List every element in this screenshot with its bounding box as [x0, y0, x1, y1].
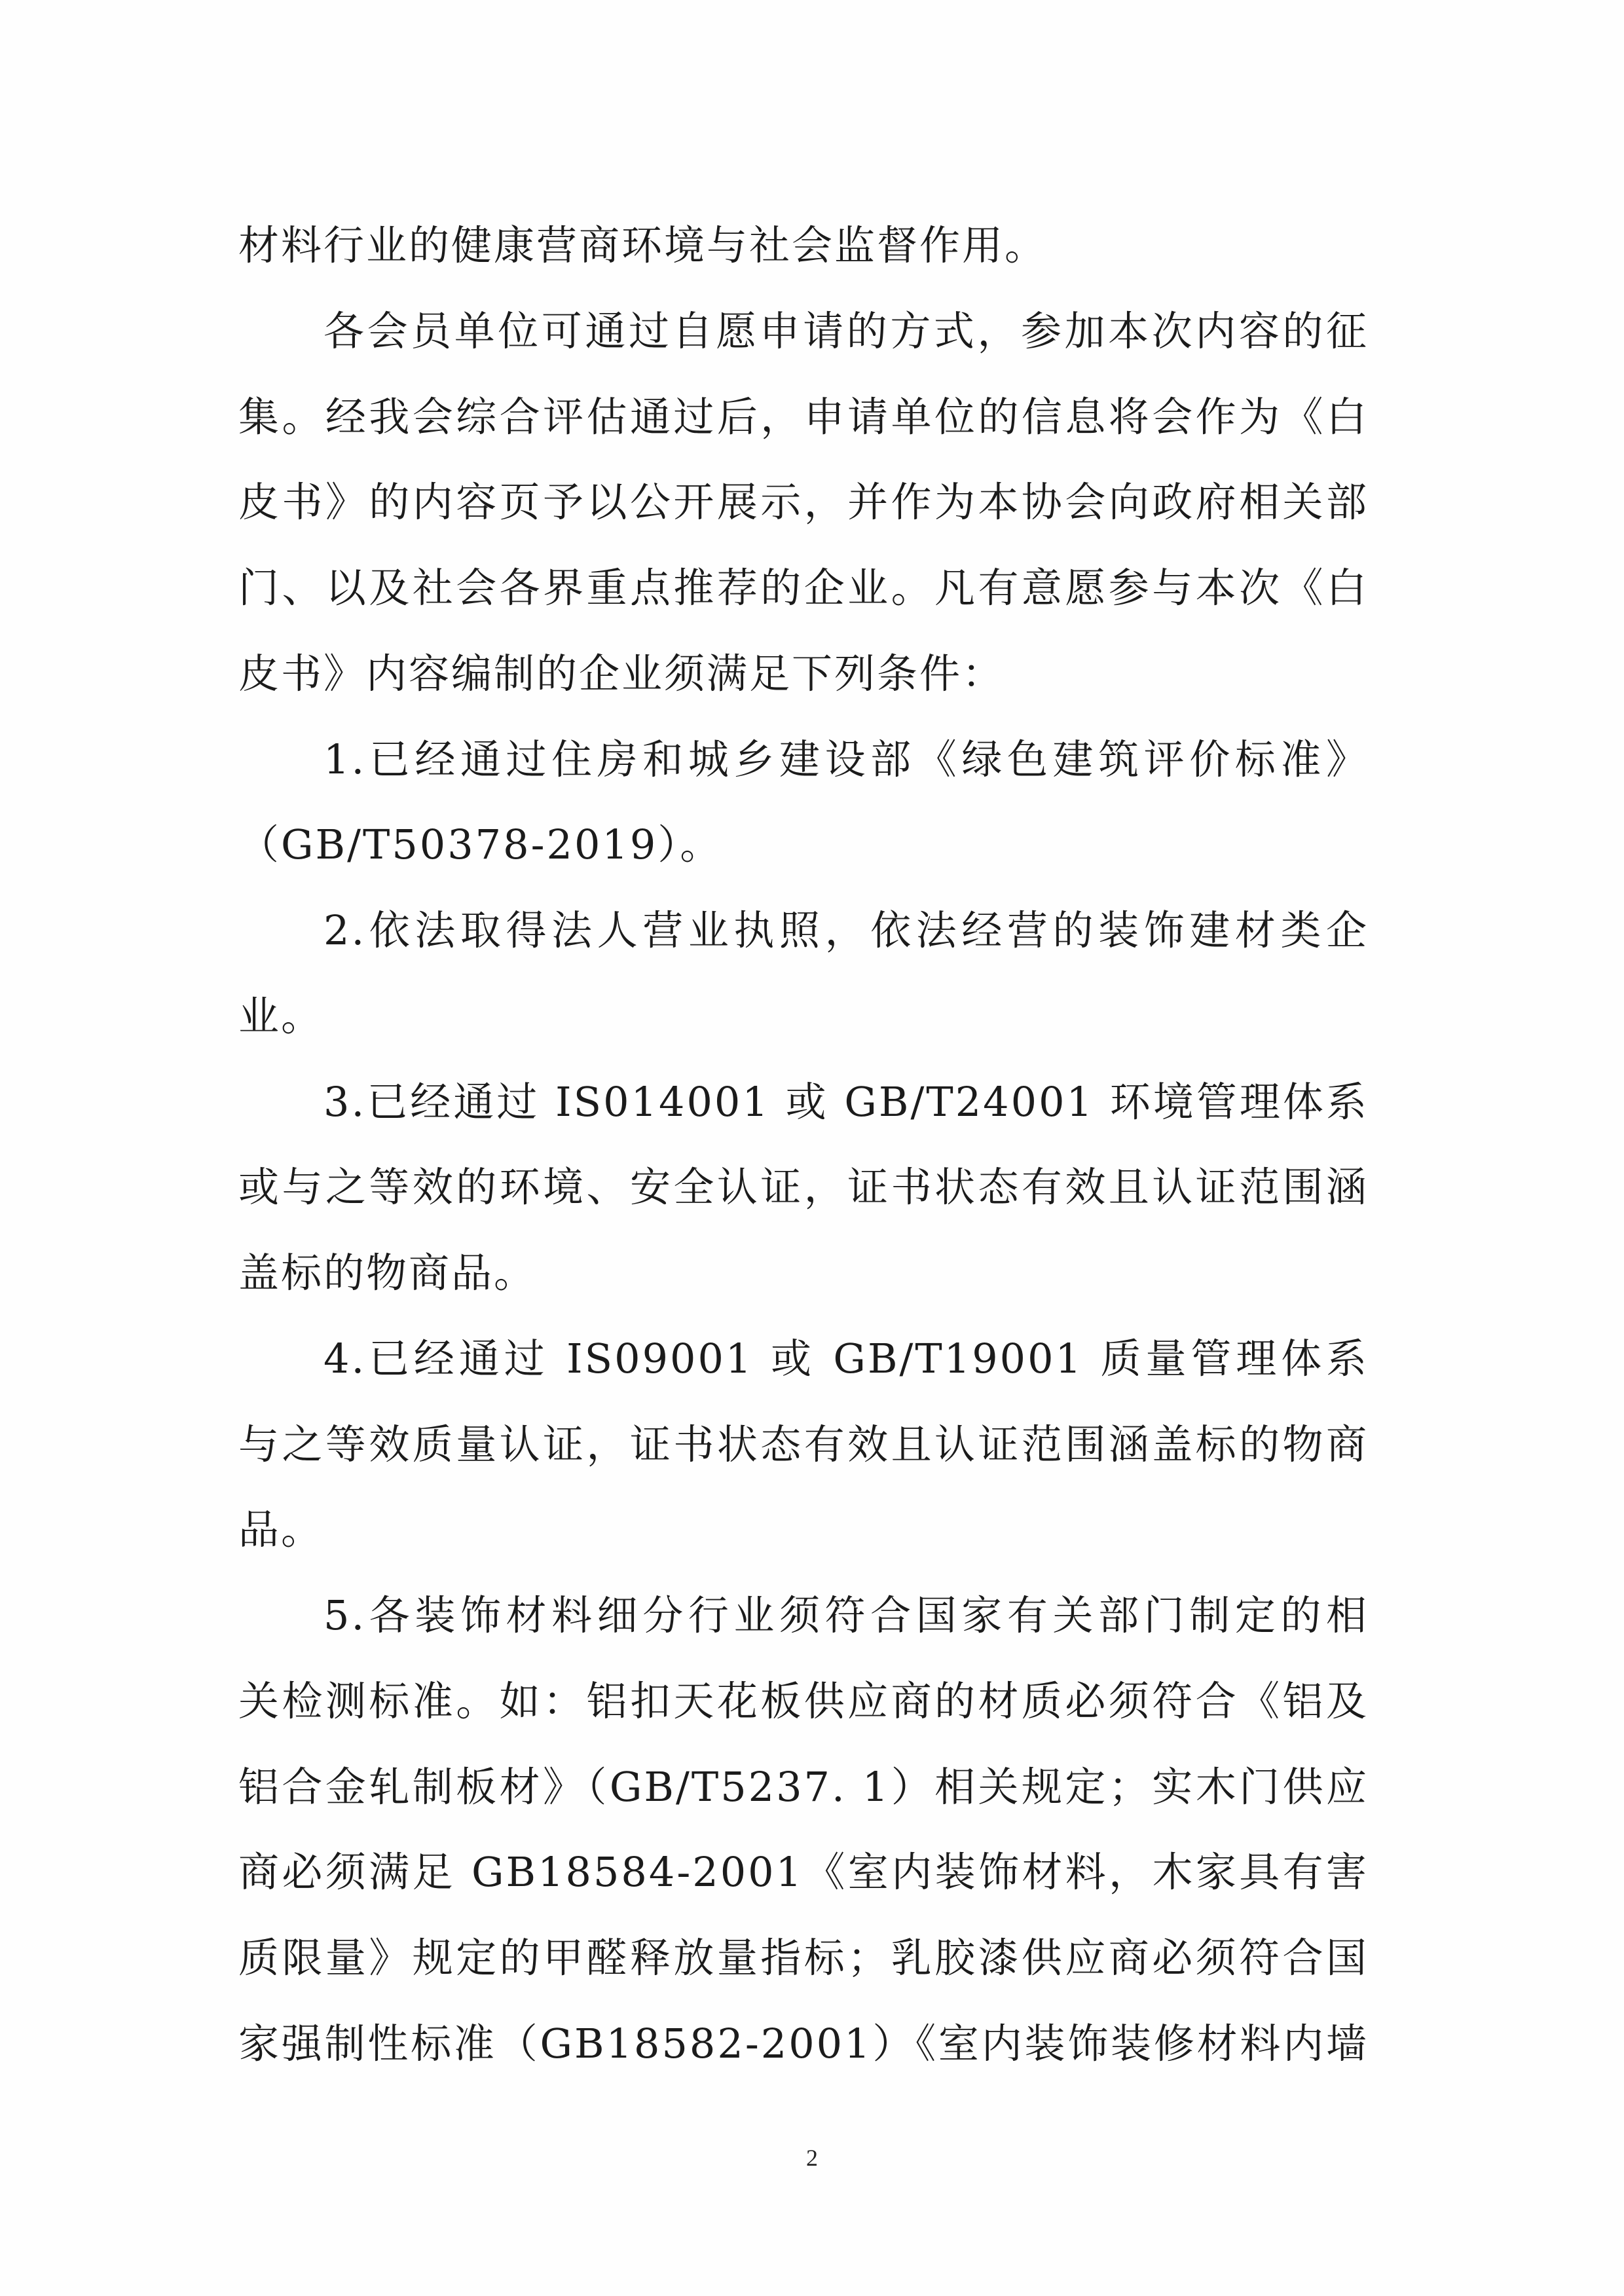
text-line: 业。: [238, 991, 324, 1040]
paragraph: [238, 717, 1369, 889]
text-line: 5.各装饰材料细分行业须符合国家有关部门制定的相: [323, 1591, 1369, 1639]
page-body: [238, 203, 1369, 2087]
text-line: 3.已经通过 IS014001 或 GB/T24001 环境管理体系: [323, 1077, 1369, 1126]
text-line: 皮书》内容编制的企业须满足下列条件：: [238, 649, 1005, 697]
page-number: 2: [806, 2145, 818, 2171]
text-line: 各会员单位可通过自愿申请的方式，参加本次内容的征: [323, 306, 1369, 355]
text-line: 或与之等效的环境、安全认证，证书状态有效且认证范围涵: [238, 1163, 1369, 1212]
text-line: 2.依法取得法人营业执照，依法经营的装饰建材类企: [323, 906, 1369, 954]
paragraph: [238, 289, 1369, 717]
text-line: 品。: [238, 1506, 324, 1554]
paragraph: [238, 1060, 1369, 1316]
text-line: 商必须满足 GB18584-2001《室内装饰材料，木家具有害: [238, 1848, 1369, 1897]
text-line: 1.已经通过住房和城乡建设部《绿色建筑评价标准》: [323, 735, 1369, 783]
text-line: 铝合金轧制板材》（GB/T5237. 1）相关规定；实木门供应: [238, 1762, 1369, 1811]
text-line: 4.已经通过 IS09001 或 GB/T19001 质量管理体系: [323, 1334, 1369, 1382]
text-line: 与之等效质量认证，证书状态有效且认证范围涵盖标的物商: [238, 1420, 1369, 1468]
paragraph: [238, 203, 1369, 289]
paragraph: [238, 1573, 1369, 2087]
text-line: 关检测标准。如：铝扣天花板供应商的材质必须符合《铝及: [238, 1676, 1369, 1725]
text-line: 质限量》规定的甲醛释放量指标；乳胶漆供应商必须符合国: [238, 1934, 1369, 1982]
text-line: 皮书》的内容页予以公开展示，并作为本协会向政府相关部: [238, 478, 1369, 527]
paragraph: [238, 1316, 1369, 1573]
paragraph: [238, 888, 1369, 1060]
text-line: 盖标的物商品。: [238, 1249, 537, 1297]
text-line: 材料行业的健康营商环境与社会监督作用。: [238, 221, 1048, 269]
text-line: 门、以及社会各界重点推荐的企业。凡有意愿参与本次《白: [238, 564, 1369, 612]
text-line: （GB/T50378-2019）。: [238, 821, 723, 869]
text-line: 家强制性标准（GB18582-2001）《室内装饰装修材料内墙: [238, 2019, 1369, 2067]
text-line: 集。经我会综合评估通过后，申请单位的信息将会作为《白: [238, 392, 1369, 441]
